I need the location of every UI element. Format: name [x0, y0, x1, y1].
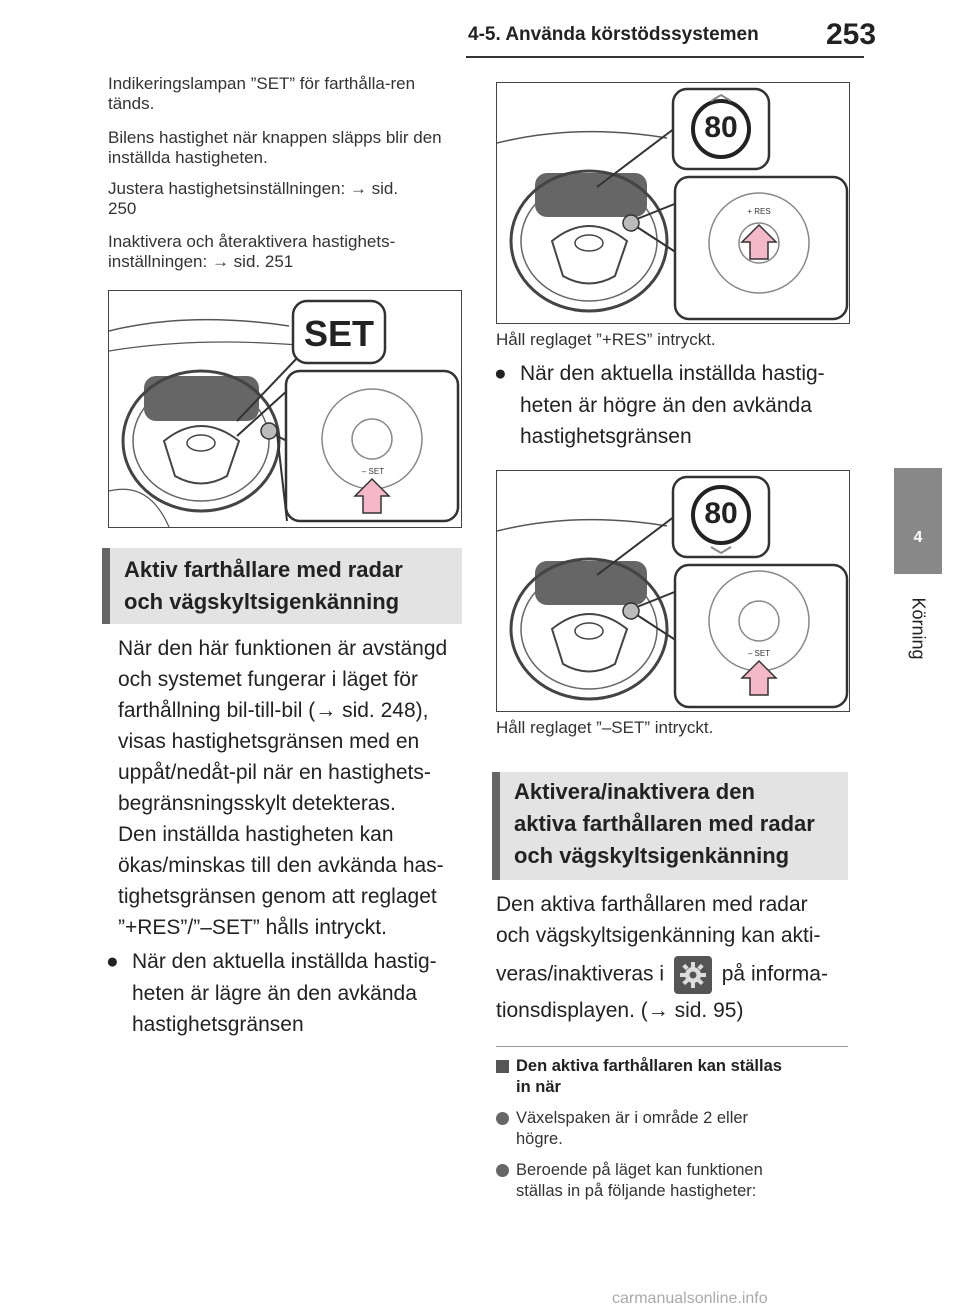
body-line-2: och vägskyltsigenkänning kan akti- — [496, 924, 821, 947]
note-item-2-line-1: Beroende på läget kan funktionen — [516, 1161, 763, 1179]
steering-wheel-illustration — [497, 83, 849, 323]
figure-res-button — [496, 82, 850, 324]
section-heading-line-2: aktiva farthållaren med radar — [514, 811, 815, 836]
body-line-4: visas hastighetsgränsen med en — [118, 730, 420, 753]
bullet-lower-than-limit — [106, 946, 482, 1041]
section-heading-line-1: Aktiv farthållare med radar — [124, 557, 403, 582]
note-item-2 — [496, 1160, 866, 1202]
body-line-4: tionsdisplayen. (→ sid. 95) — [496, 999, 744, 1022]
note-item-1-line-2: högre. — [516, 1130, 563, 1148]
body-line-6: begränsningsskylt detekteras. — [118, 792, 396, 815]
section-heading-line-2: och vägskyltsigenkänning — [124, 589, 400, 614]
body-line-10: ”+RES”/”–SET” hålls intryckt. — [118, 916, 387, 939]
note-bullet-icon — [496, 1112, 509, 1125]
bullet-line-3: hastighetsgränsen — [132, 1013, 304, 1036]
figure-2-caption: Håll reglaget ”+RES” intryckt. — [496, 330, 716, 349]
note-title-line-2: in när — [516, 1078, 561, 1096]
paragraph-2: Bilens hastighet när knappen släpps blir den inställda hastigheten. — [108, 128, 442, 167]
settings-gear-icon — [674, 956, 712, 994]
figure-3-caption: Håll reglaget ”–SET” intryckt. — [496, 718, 714, 737]
chapter-tab — [894, 468, 942, 574]
body-line-8: ökas/minskas till den avkända has- — [118, 854, 444, 877]
body-line-3: farthållning bil-till-bil (→ sid. 248), — [118, 699, 429, 722]
section-heading-line-3: och vägskyltsigenkänning — [514, 843, 790, 868]
bullet-higher-than-limit — [494, 358, 870, 453]
note-item-2-line-2: ställas in på följande hastigheter: — [516, 1182, 757, 1200]
note-bullet-icon — [496, 1164, 509, 1177]
note-square-icon — [496, 1060, 509, 1073]
note-title — [496, 1056, 866, 1098]
paragraph-1: Indikeringslampan ”SET” för farthålla-ren tänds. — [108, 74, 416, 113]
set-button-label: – SET — [747, 649, 771, 658]
note-title-line-1: Den aktiva farthållaren kan ställas — [516, 1057, 782, 1075]
bullet-line-1: När den aktuella inställda hastig- — [520, 362, 825, 385]
note-divider — [496, 1046, 848, 1047]
figure-set-button — [108, 290, 462, 528]
body-line-1: När den här funktionen är avstängd — [118, 637, 448, 660]
steering-wheel-illustration — [497, 471, 849, 711]
note-item-1 — [496, 1108, 866, 1150]
body-line-1: Den aktiva farthållaren med radar — [496, 893, 808, 916]
bullet-line-2: heten är högre än den avkända — [520, 393, 812, 417]
bullet-line-3: hastighetsgränsen — [520, 425, 692, 448]
note-item-1-line-1: Växelspaken är i område 2 eller — [516, 1109, 749, 1127]
body-line-2: och systemet fungerar i läget för — [118, 668, 418, 691]
body-line-3 — [496, 956, 828, 994]
page-header — [0, 0, 960, 62]
res-button-label: + RES — [747, 207, 771, 216]
body-line-3-before: veras/inaktiveras i — [496, 962, 665, 986]
paragraph-3: Justera hastighetsinställningen: → sid. 250 — [108, 179, 399, 218]
set-callout-label: SET — [303, 313, 374, 354]
body-line-3-after: på informa- — [721, 962, 828, 986]
paragraph-4: Inaktivera och återaktivera hastighets-inställningen: → sid. 251 — [108, 232, 396, 271]
bullet-line-1: När den aktuella inställda hastig- — [132, 950, 437, 973]
body-line-9: tighetsgränsen genom att reglaget — [118, 885, 437, 908]
body-line-7: Den inställda hastigheten kan — [118, 823, 394, 846]
body-line-5: uppåt/nedåt-pil när en hastighets- — [118, 761, 431, 784]
figure-set-minus-button — [496, 470, 850, 712]
section-title: 4-5. Använda körstödssystemen — [468, 24, 759, 45]
bullet-dot: ● — [106, 950, 119, 973]
set-button-label: – SET — [361, 467, 385, 476]
chapter-name: Körning — [908, 597, 929, 660]
chapter-number: 4 — [913, 529, 923, 546]
page-number: 253 — [826, 18, 877, 51]
speed-sign-value: 80 — [704, 497, 738, 530]
bullet-dot: ● — [494, 362, 507, 385]
steering-wheel-illustration — [109, 291, 461, 527]
header-rule — [466, 56, 864, 58]
section-heading-activate-deactivate — [492, 772, 848, 880]
speed-sign-value: 80 — [704, 111, 738, 144]
section-heading-line-1: Aktivera/inaktivera den — [514, 779, 755, 804]
bullet-line-2: heten är lägre än den avkända — [132, 981, 417, 1005]
section-heading-active-cruise — [102, 548, 462, 624]
watermark: carmanualsonline.info — [612, 1290, 768, 1307]
